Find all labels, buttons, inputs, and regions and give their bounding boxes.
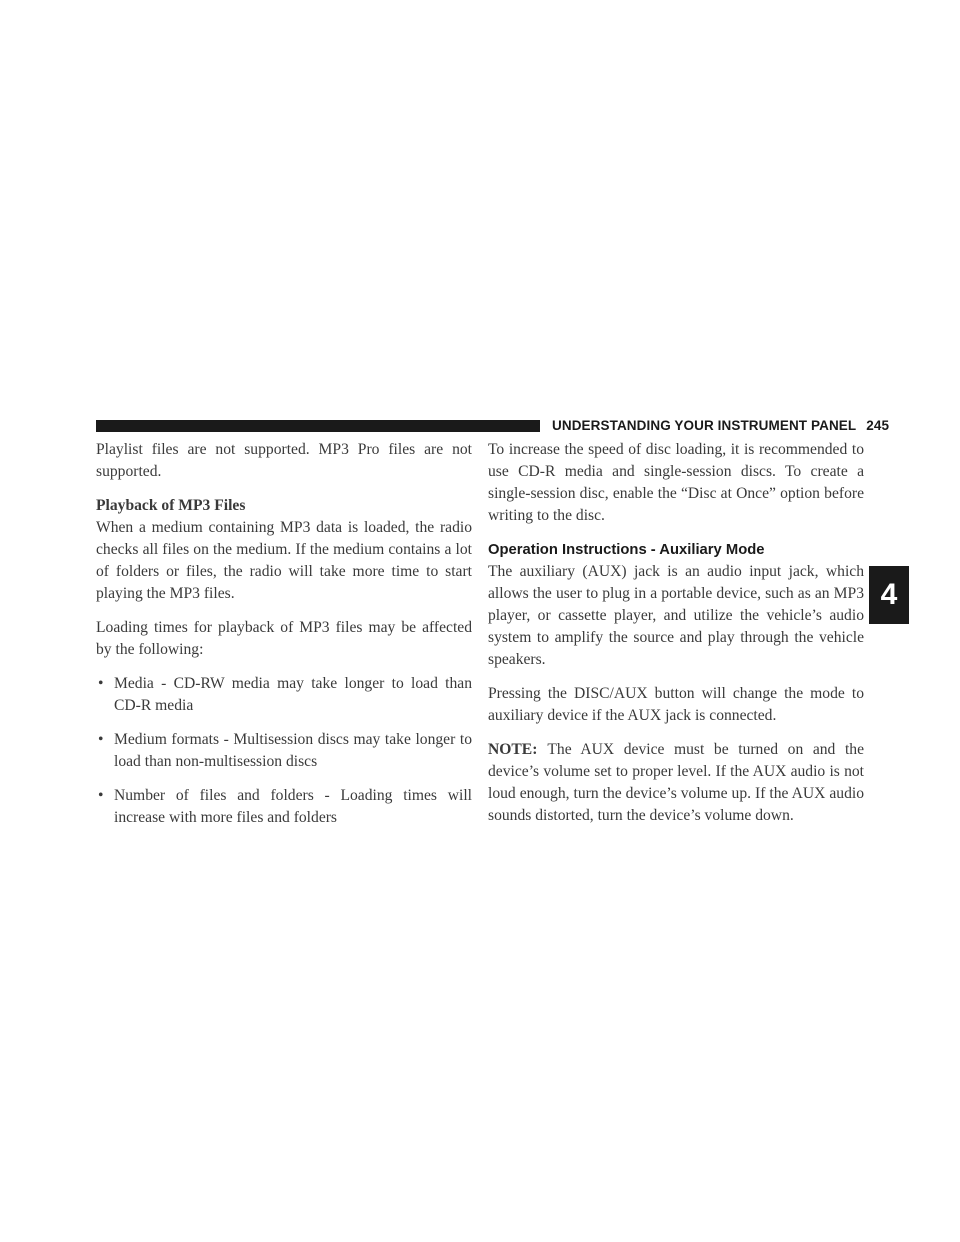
- header-rule: [96, 420, 540, 432]
- page-number: 245: [866, 418, 890, 433]
- disc-loading-paragraph: To increase the speed of disc loading, it is recommended to use CD-R media and single-session discs. To create a single-session disc, enable the “Disc at Once” option before writing to the disc.: [488, 441, 864, 524]
- loading-factors-list: [96, 673, 472, 829]
- aux-mode-heading: Operation Instructions - Auxiliary Mode: [488, 542, 765, 558]
- bullet-icon: •: [98, 787, 104, 804]
- aux-jack-paragraph: The auxiliary (AUX) jack is an audio input jack, which allows the user to plug in a portable device, such as an MP3 player, or cassette player, and utilize the vehicle’s audio system to amplify the source and play through the vehicle speakers.: [488, 563, 864, 668]
- running-header: [552, 418, 889, 433]
- playback-heading: Playback of MP3 Files: [96, 497, 246, 514]
- header-title: UNDERSTANDING YOUR INSTRUMENT PANEL: [552, 418, 857, 433]
- playlist-paragraph: Playlist files are not supported. MP3 Pro files are not supported.: [96, 441, 472, 480]
- note-paragraph: [488, 739, 864, 827]
- bullet-icon: •: [98, 731, 104, 748]
- note-text: The AUX device must be turned on and the device’s volume set to proper level. If the AUX audio is not loud enough, turn the device’s volume up. If the AUX audio sounds distorted, turn the device’s volume down.: [488, 741, 864, 824]
- right-column: [488, 439, 864, 827]
- loading-times-paragraph: Loading times for playback of MP3 files may be affected by the following:: [96, 619, 472, 658]
- note-label: NOTE:: [488, 741, 538, 758]
- list-item-text: Media - CD-RW media may take longer to load than CD-R media: [114, 675, 472, 714]
- left-column: [96, 439, 472, 841]
- bullet-icon: •: [98, 675, 104, 692]
- list-item-text: Medium formats - Multisession discs may take longer to load than non-multisession discs: [114, 731, 472, 770]
- medium-paragraph: When a medium containing MP3 data is loaded, the radio checks all files on the medium. If the medium contains a lot of folders or files, the radio will take more time to start playing the MP3 files.: [96, 519, 472, 602]
- list-item: [96, 673, 472, 717]
- chapter-tab: 4: [869, 566, 909, 624]
- list-item-text: Number of files and folders - Loading times will increase with more files and folders: [114, 787, 472, 826]
- disc-aux-button-paragraph: Pressing the DISC/AUX button will change the mode to auxiliary device if the AUX jack is connected.: [488, 685, 864, 724]
- list-item: [96, 729, 472, 773]
- list-item: [96, 785, 472, 829]
